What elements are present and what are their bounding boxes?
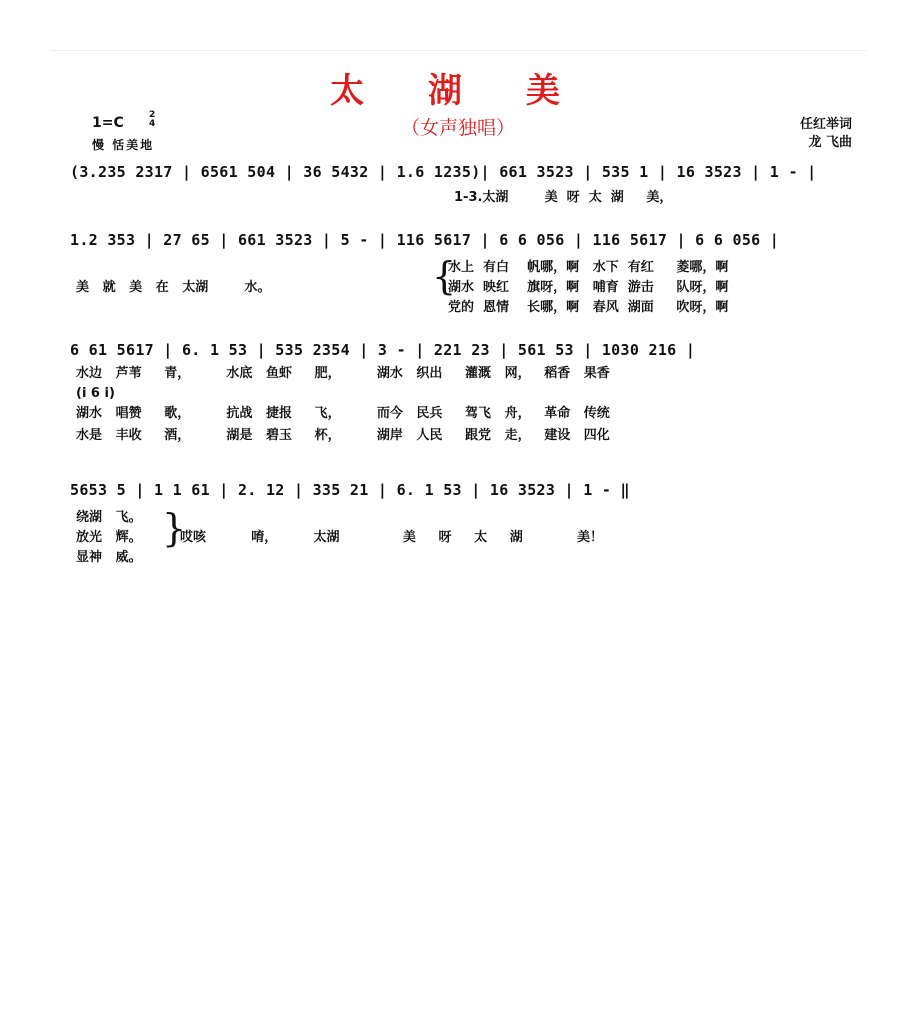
lyric-line-2-verse2: 湖水 映红 旗呀，啊 哺育 游击 队呀，啊 — [448, 280, 729, 295]
notation-line-4: 5653 5 | 1 1 61 | 2. 12 | 335 21 | 6. 1 53 | 16 3523 | 1 - ‖ — [70, 481, 630, 499]
verse-brace-2: { — [432, 254, 457, 298]
notation-line-3: 6 61 5617 | 6. 1 53 | 535 2354 | 3 - | 221 23 | 561 53 | 1030 216 | — [70, 341, 696, 359]
lyric-line-2-verse1: 水上 有白 帆哪，啊 水下 有红 菱哪，啊 — [448, 260, 729, 275]
lyric-line-2-common: 美 就 美 在 太湖 水。 — [76, 280, 271, 295]
notation-line-1: (3.235 2317 | 6561 504 | 36 5432 | 1.6 1235)| 661 3523 | 535 1 | 16 3523 | 1 - | — [70, 163, 817, 181]
lyric-refrain: 哎咳 唷， 太湖 美 呀 太 湖 美！ — [180, 530, 604, 545]
song-title: 太 湖 美 — [330, 71, 586, 111]
lyric-line-3-verse3: 水是 丰收 酒， 湖是 碧玉 杯， 湖岸 人民 跟党 走， 建设 四化 — [76, 428, 610, 443]
lyric-line-4-verse3: 显神 威。 — [76, 550, 142, 565]
meter-top: 2 — [149, 110, 156, 120]
lyric-line-4-verse2: 放光 辉。 — [76, 530, 142, 545]
left-edge-fade — [50, 51, 70, 579]
verse-brace-4: } — [162, 506, 187, 550]
song-subtitle: （女声独唱） — [400, 117, 515, 139]
lyric-line-2-verse3: 党的 恩情 长哪，啊 春风 湖面 吹呀，啊 — [448, 300, 729, 315]
composer-credit: 龙 飞曲 — [808, 135, 852, 150]
meter-bottom: 4 — [149, 119, 156, 129]
lyric-line-4-verse1: 绕湖 飞。 — [76, 510, 142, 525]
lyricist-credit: 任红举词 — [799, 117, 852, 132]
tempo-marking: 慢 恬美地 — [92, 138, 155, 152]
lyric-line-1: 1-3.太湖 美 呀 太 湖 美， — [454, 190, 673, 205]
lyric-alt-notes: (i 6 i) — [76, 386, 115, 401]
lyric-line-3-verse2: 湖水 唱赞 歌， 抗战 捷报 飞， 而今 民兵 驾飞 舟， 革命 传统 — [76, 406, 610, 421]
score-sheet — [50, 50, 866, 579]
key-signature: 1=C — [92, 115, 124, 131]
notation-line-2: 1.2 353 | 27 65 | 661 3523 | 5 - | 116 5617 | 6 6 056 | 116 5617 | 6 6 056 | — [70, 231, 780, 249]
lyric-line-3-verse1: 水边 芦苇 青， 水底 鱼虾 肥， 湖水 织出 灌溉 网， 稻香 果香 — [76, 366, 610, 381]
time-signature — [149, 111, 155, 129]
